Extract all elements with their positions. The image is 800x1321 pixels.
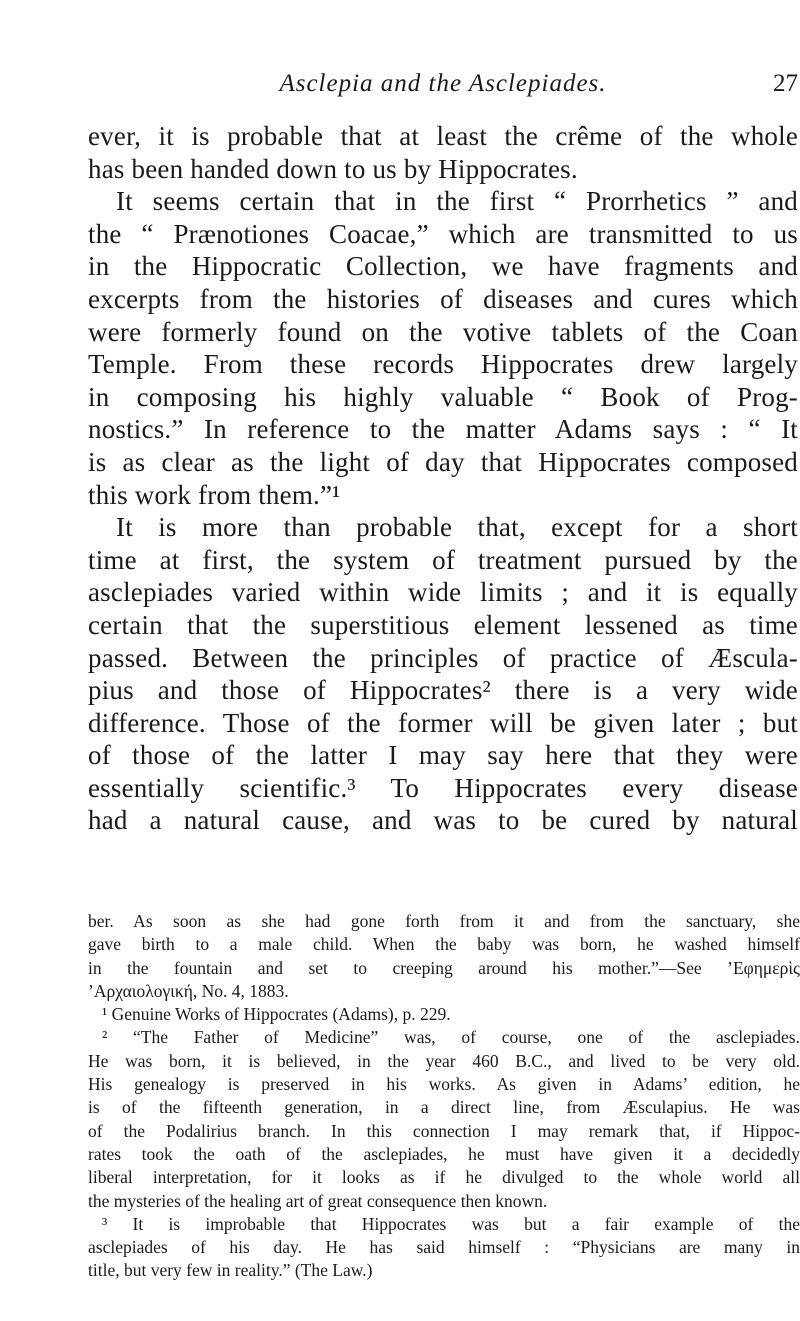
footnotes [88, 910, 800, 1283]
page-header [88, 68, 798, 108]
footnote-line: His genealogy is preserved in his works. As given in Adams’ edition, he [88, 1074, 800, 1095]
footnote-line: is of the fifteenth generation, in a direct line, from Æsculapius. He was [88, 1097, 800, 1118]
footnote-line: ’Αρχαιολογική, No. 4, 1883. [88, 980, 289, 1001]
body-line: were formerly found on the votive tablets of the Coan [88, 316, 798, 347]
footnote-line: rates took the oath of the asclepiades, he must have given it a decidedly [88, 1143, 800, 1164]
body-line: nostics.” In reference to the matter Adams says : “ It [88, 414, 798, 445]
footnote-line: of the Podalirius branch. In this connection I may remark that, if Hippoc- [88, 1120, 800, 1141]
body-line: in composing his highly valuable “ Book of Prog- [88, 381, 798, 412]
footnote-line: liberal interpretation, for it looks as if he divulged to the whole world all [88, 1167, 800, 1188]
body-line: time at first, the system of treatment pursued by the [88, 544, 798, 575]
footnote-1: ¹ Genuine Works of Hippocrates (Adams), p. 229. [102, 1004, 451, 1025]
body-line: excerpts from the histories of diseases and cures which [88, 283, 798, 314]
body-line: It is more than probable that, except for a short [116, 512, 798, 543]
footnote-2: ² “The Father of Medicine” was, of course, one of the asclepiades. [102, 1027, 800, 1048]
body-line: asclepiades varied within wide limits ; and it is equally [88, 577, 798, 608]
body-line: this work from them.”¹ [88, 479, 341, 510]
footnote-3: ³ It is improbable that Hippocrates was but a fair example of the [102, 1213, 800, 1234]
body-line: pius and those of Hippocrates² there is a very wide [88, 675, 798, 706]
footnote-line: He was born, it is believed, in the year 460 B.C., and lived to be very old. [88, 1050, 800, 1071]
body-line: certain that the superstitious element lessened as time [88, 609, 798, 640]
body-text [88, 120, 798, 837]
body-line: had a natural cause, and was to be cured by natural [88, 805, 798, 836]
running-title: Asclepia and the Asclepiades. [279, 70, 607, 97]
body-line: passed. Between the principles of practice of Æscula- [88, 642, 798, 673]
body-line: difference. Those of the former will be given later ; but [88, 707, 798, 738]
body-line: Temple. From these records Hippocrates drew largely [88, 349, 798, 380]
body-line: has been handed down to us by Hippocrates. [88, 153, 578, 184]
body-line: is as clear as the light of day that Hippocrates composed [88, 446, 798, 477]
body-line: ever, it is probable that at least the crême of the whole [88, 121, 798, 151]
body-line: It seems certain that in the first “ Prorrhetics ” and [116, 186, 798, 217]
body-line: the “ Prænotiones Coacae,” which are transmitted to us [88, 218, 798, 249]
page-number: 27 [773, 70, 798, 97]
body-line: essentially scientific.³ To Hippocrates every disease [88, 772, 798, 803]
footnote-line: title, but very few in reality.” (The Law.) [88, 1260, 373, 1281]
footnote-line: in the fountain and set to creeping around his mother.”—See ’Εφημερὶς [88, 957, 800, 978]
body-line: in the Hippocratic Collection, we have fragments and [88, 251, 798, 282]
footnote-line: asclepiades of his day. He has said himself : “Physicians are many in [88, 1237, 800, 1258]
footnote-line: gave birth to a male child. When the baby was born, he washed himself [88, 934, 800, 955]
body-line: of those of the latter I may say here that they were [88, 740, 798, 771]
footnote-line: the mysteries of the healing art of great consequence then known. [88, 1190, 548, 1211]
footnote-line: ber. As soon as she had gone forth from it and from the sanctuary, she [88, 911, 800, 931]
